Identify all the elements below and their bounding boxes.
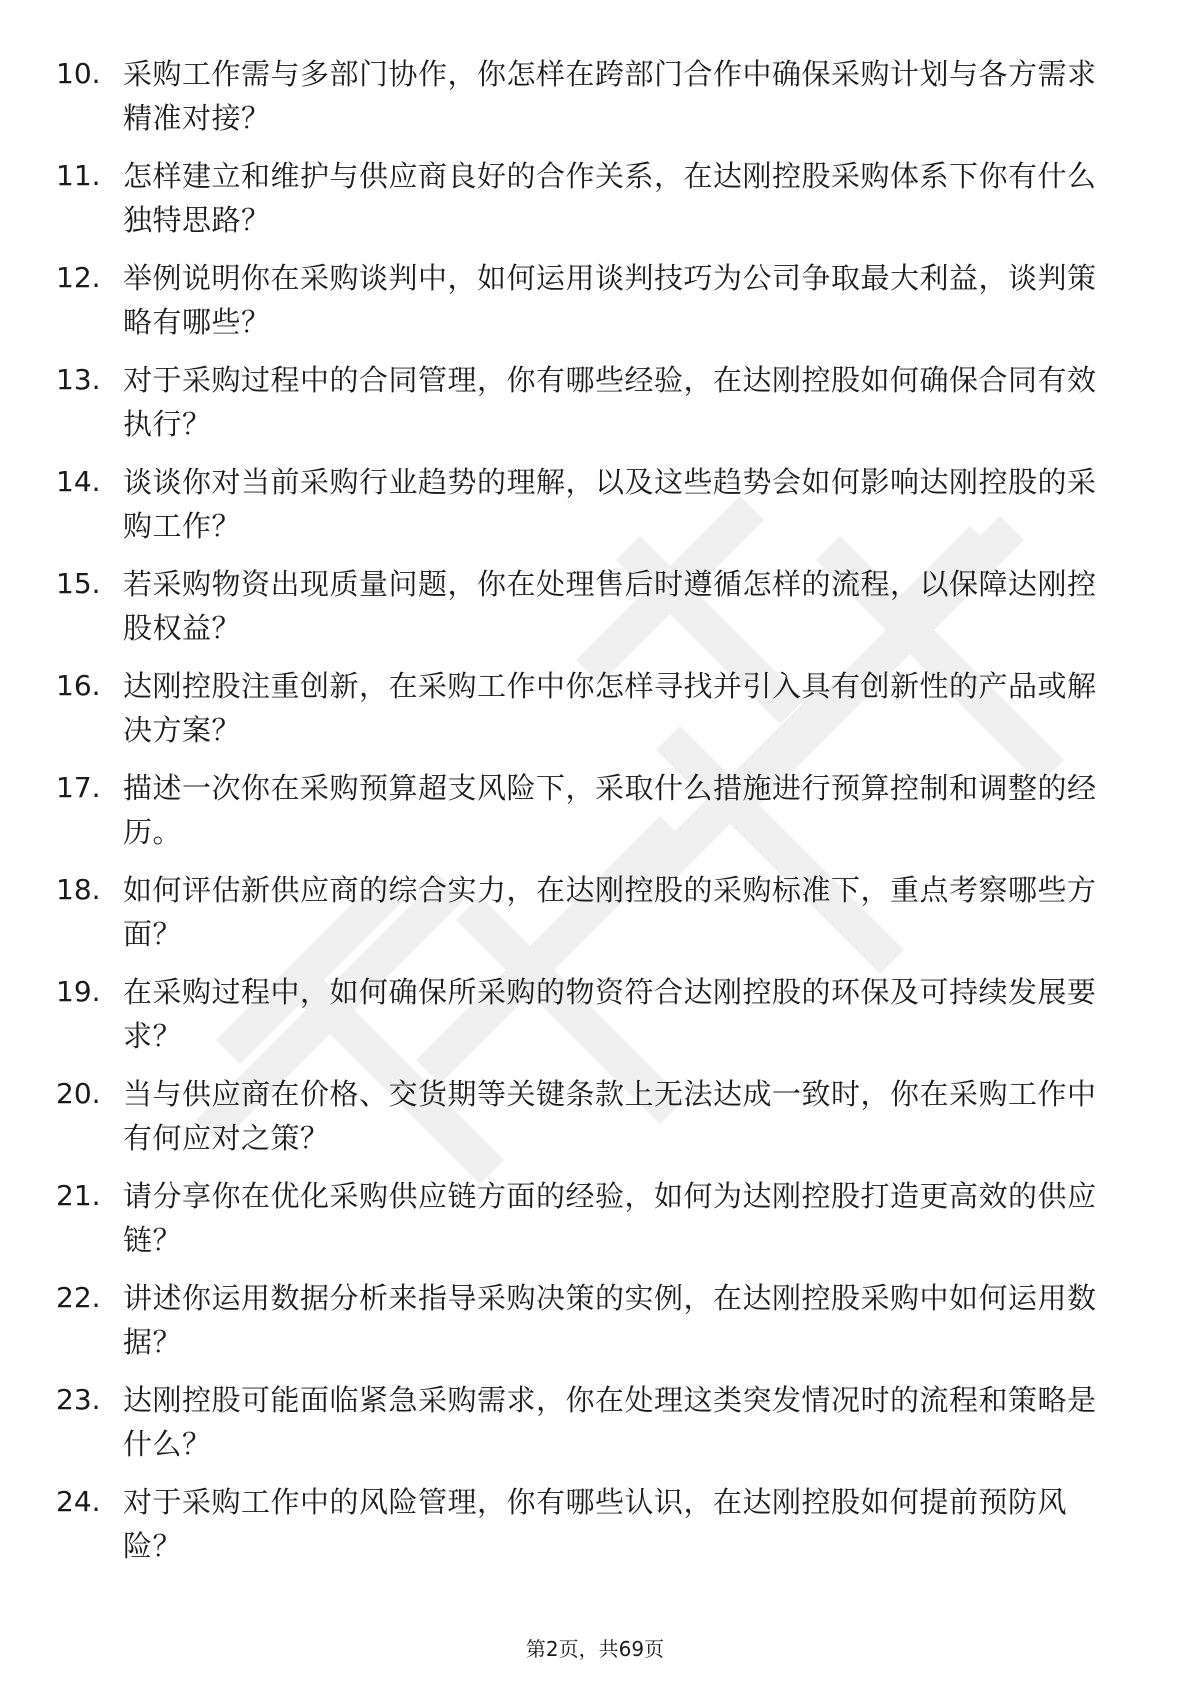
question-item [0, 1480, 1190, 1582]
question-text: 讲述你运用数据分析来指导采购决策的实例，在达刚控股采购中如何运用数据？ [123, 1281, 1097, 1359]
page-footer: 第2页，共69页 [525, 1637, 665, 1661]
question-text: 达刚控股可能面临紧急采购需求，你在处理这类突发情况时的流程和策略是什么？ [123, 1383, 1097, 1461]
question-number: 21. [56, 1179, 101, 1212]
question-item [0, 1378, 1190, 1480]
question-text: 如何评估新供应商的综合实力，在达刚控股的采购标准下，重点考察哪些方面？ [123, 873, 1097, 951]
question-text: 谈谈你对当前采购行业趋势的理解，以及这些趋势会如何影响达刚控股的采购工作？ [123, 465, 1097, 543]
question-text: 请分享你在优化采购供应链方面的经验，如何为达刚控股打造更高效的供应链？ [123, 1179, 1097, 1257]
question-number: 14. [56, 465, 101, 498]
question-text: 采购工作需与多部门协作，你怎样在跨部门合作中确保采购计划与各方需求精准对接？ [123, 57, 1097, 135]
question-item [0, 460, 1190, 562]
question-item [0, 664, 1190, 766]
question-item [0, 154, 1190, 256]
question-number: 22. [56, 1281, 101, 1314]
question-item [0, 562, 1190, 664]
question-number: 18. [56, 873, 101, 906]
question-text: 当与供应商在价格、交货期等关键条款上无法达成一致时，你在采购工作中有何应对之策？ [123, 1077, 1097, 1155]
question-number: 19. [56, 975, 101, 1008]
question-number: 20. [56, 1077, 101, 1110]
question-item [0, 1276, 1190, 1378]
question-text: 对于采购过程中的合同管理，你有哪些经验，在达刚控股如何确保合同有效执行？ [123, 363, 1097, 441]
question-number: 12. [56, 261, 101, 294]
question-number: 11. [56, 159, 101, 192]
question-text: 达刚控股注重创新，在采购工作中你怎样寻找并引入具有创新性的产品或解决方案？ [123, 669, 1097, 747]
question-item [0, 358, 1190, 460]
question-item [0, 868, 1190, 970]
question-number: 24. [56, 1485, 101, 1518]
question-item [0, 1072, 1190, 1174]
question-text: 怎样建立和维护与供应商良好的合作关系，在达刚控股采购体系下你有什么独特思路？ [123, 159, 1097, 237]
question-number: 15. [56, 567, 101, 600]
question-list [0, 52, 1190, 1582]
question-item [0, 766, 1190, 868]
question-item [0, 256, 1190, 358]
question-text: 描述一次你在采购预算超支风险下，采取什么措施进行预算控制和调整的经历。 [123, 771, 1097, 849]
question-text: 举例说明你在采购谈判中，如何运用谈判技巧为公司争取最大利益，谈判策略有哪些？ [123, 261, 1097, 339]
question-number: 17. [56, 771, 101, 804]
question-text: 对于采购工作中的风险管理，你有哪些认识，在达刚控股如何提前预防风险？ [123, 1485, 1068, 1563]
question-number: 13. [56, 363, 101, 396]
question-item [0, 1174, 1190, 1276]
question-number: 23. [56, 1383, 101, 1416]
question-item [0, 970, 1190, 1072]
question-number: 10. [56, 57, 101, 90]
question-text: 在采购过程中，如何确保所采购的物资符合达刚控股的环保及可持续发展要求？ [123, 975, 1097, 1053]
question-text: 若采购物资出现质量问题，你在处理售后时遵循怎样的流程，以保障达刚控股权益？ [123, 567, 1097, 645]
question-number: 16. [56, 669, 101, 702]
question-item [0, 52, 1190, 154]
